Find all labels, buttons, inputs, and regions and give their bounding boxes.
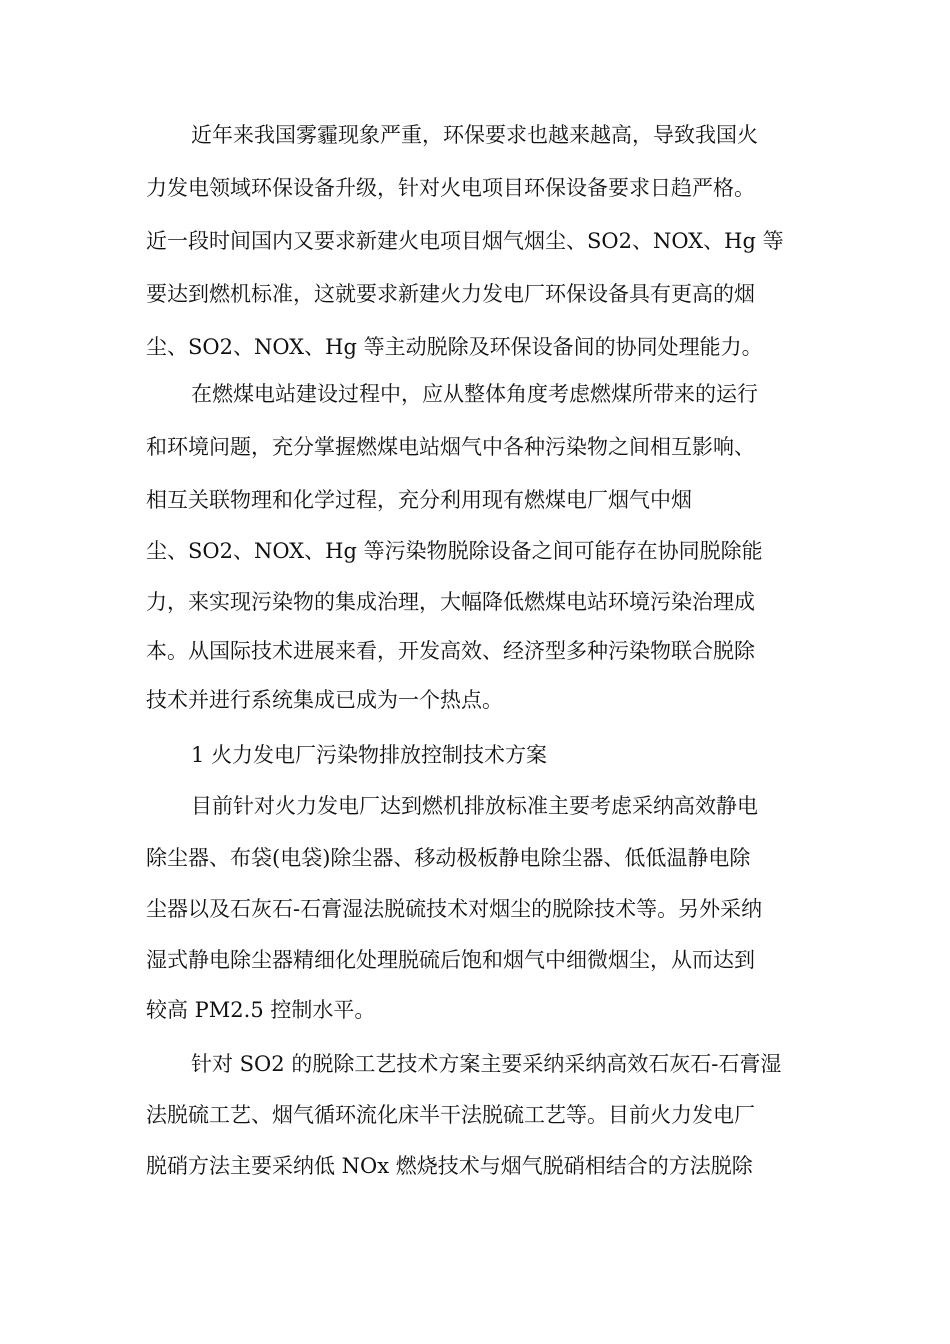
paragraph-3-line-4: 湿式静电除尘器精细化处理脱硫后饱和烟气中细微烟尘，从而达到: [146, 948, 755, 972]
paragraph-2-line-3: 相互关联物理和化学过程，充分利用现有燃煤电厂烟气中烟: [146, 488, 692, 512]
paragraph-4-line-1: 针对 SO2 的脱除工艺技术方案主要采纳采纳高效石灰石-石膏湿: [191, 1052, 782, 1076]
paragraph-4-line-3: 脱硝方法主要采纳低 NOx 燃烧技术与烟气脱硝相结合的方法脱除: [146, 1154, 753, 1178]
paragraph-3-line-1: 目前针对火力发电厂达到燃机排放标准主要考虑采纳高效静电: [191, 794, 758, 818]
paragraph-3-line-2: 除尘器、布袋(电袋)除尘器、移动极板静电除尘器、低低温静电除: [146, 846, 751, 870]
paragraph-2-line-6: 本。从国际技术进展来看，开发高效、经济型多种污染物联合脱除: [146, 639, 755, 663]
paragraph-3-line-3: 尘器以及石灰石-石膏湿法脱硫技术对烟尘的脱除技术等。另外采纳: [146, 897, 763, 921]
paragraph-4-line-2: 法脱硫工艺、烟气循环流化床半干法脱硫工艺等。目前火力发电厂: [146, 1103, 755, 1127]
paragraph-2-line-2: 和环境问题，充分掌握燃煤电站烟气中各种污染物之间相互影响、: [146, 435, 755, 459]
paragraph-1-line-5: 尘、SO2、NOX、Hg 等主动脱除及环保设备间的协同处理能力。: [146, 335, 763, 359]
paragraph-1-line-4: 要达到燃机标准，这就要求新建火力发电厂环保设备具有更高的烟: [146, 282, 755, 306]
paragraph-3-line-5: 较高 PM2.5 控制水平。: [146, 998, 376, 1022]
paragraph-2-line-4: 尘、SO2、NOX、Hg 等污染物脱除设备之间可能存在协同脱除能: [146, 539, 763, 563]
paragraph-1-line-1: 近年来我国雾霾现象严重，环保要求也越来越高，导致我国火: [191, 123, 758, 147]
paragraph-2-line-1: 在燃煤电站建设过程中，应从整体角度考虑燃煤所带来的运行: [191, 382, 758, 406]
paragraph-1-line-2: 力发电领域环保设备升级，针对火电项目环保设备要求日趋严格。: [146, 176, 755, 200]
paragraph-1-line-3: 近一段时间国内又要求新建火电项目烟气烟尘、SO2、NOX、Hg 等: [146, 229, 784, 253]
paragraph-2-line-7: 技术并进行系统集成已成为一个热点。: [146, 688, 503, 712]
section-heading: 1 火力发电厂污染物排放控制技术方案: [191, 743, 548, 767]
paragraph-2-line-5: 力，来实现污染物的集成治理，大幅降低燃煤电站环境污染治理成: [146, 590, 755, 614]
